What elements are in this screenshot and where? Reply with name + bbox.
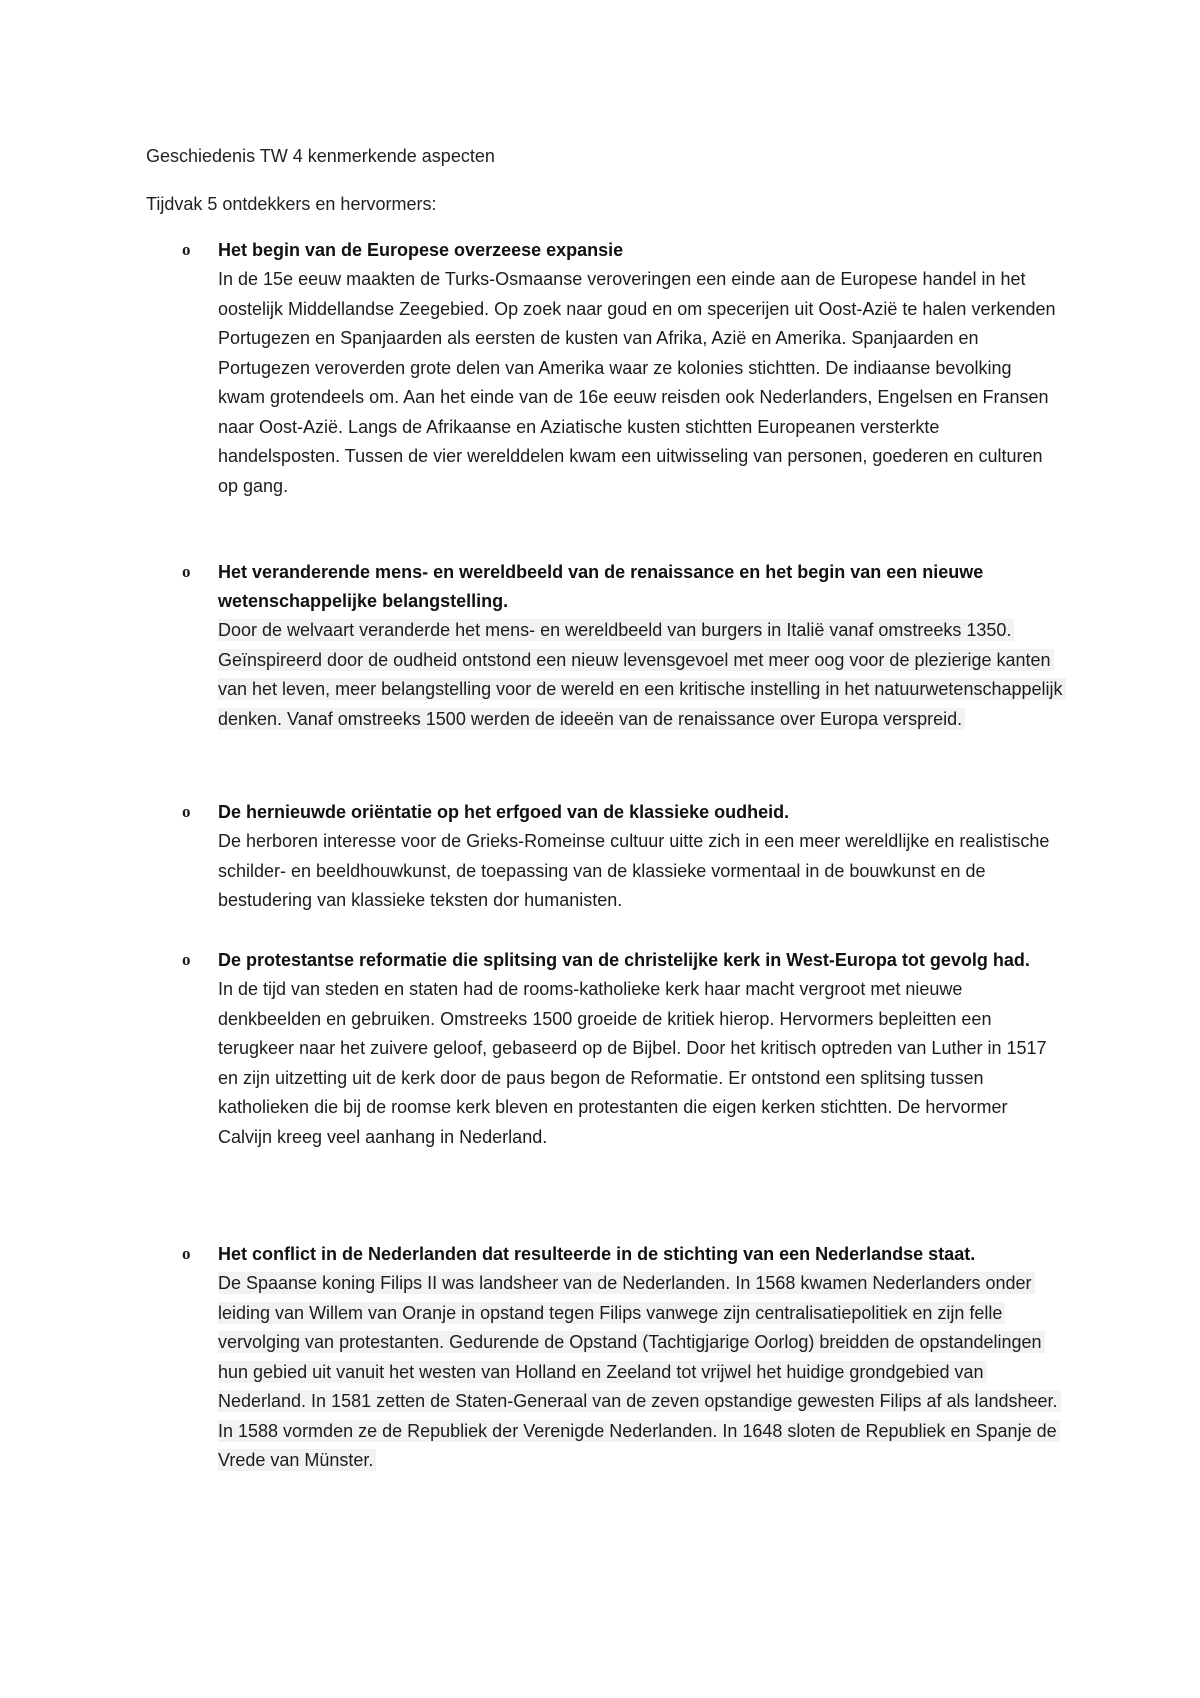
section-heading: Het veranderende mens- en wereldbeeld van de renaissance en het begin van een nieuwe wetenschappelijke belangstelling. bbox=[218, 562, 984, 611]
section-body bbox=[218, 558, 1063, 734]
bullet-marker: o bbox=[182, 562, 191, 581]
section-body bbox=[218, 946, 1063, 1152]
section-heading: De protestantse reformatie die splitsing van de christelijke kerk in West-Europa tot gevolg had. bbox=[218, 950, 1030, 970]
document-title: Geschiedenis TW 4 kenmerkende aspecten bbox=[146, 146, 495, 166]
document-subtitle: Tijdvak 5 ontdekkers en hervormers: bbox=[146, 194, 437, 214]
bullet-marker: o bbox=[182, 240, 191, 259]
bullet-marker: o bbox=[182, 802, 191, 821]
bullet-marker: o bbox=[182, 1244, 191, 1263]
section-text: In de tijd van steden en staten had de rooms-katholieke kerk haar macht vergroot met nieuwe denkbeelden en gebruiken. Omstreeks 1500 groeide de kritiek hierop. Hervormers bepleitten een terugkeer naar het zuivere geloof, gebaseerd op de Bijbel. Door het kritisch optreden van Luther in 1517 en zijn uitzetting uit de kerk door de paus begon de Reformatie. Er ontstond een splitsing tussen katholieken die bij de roomse kerk bleven en protestanten die eigen kerken stichtten. De hervormer Calvijn kreeg veel aanhang in Nederland. bbox=[218, 979, 1047, 1147]
section-heading: De hernieuwde oriëntatie op het erfgoed van de klassieke oudheid. bbox=[218, 802, 790, 822]
section-body bbox=[218, 236, 1063, 501]
section-text: Door de welvaart veranderde het mens- en wereldbeeld van burgers in Italië vanaf omstreeks 1350. Geïnspireerd door de oudheid ontstond een nieuw levensgevoel met meer oog voor de plezierige kanten van het leven, meer belangstelling voor de wereld en een kritische instelling in het natuurwetenschappelijk denken. Vanaf omstreeks 1500 werden de ideeën van de renaissance over Europa verspreid. bbox=[218, 619, 1066, 730]
section-body bbox=[218, 1240, 1063, 1476]
section-heading: Het conflict in de Nederlanden dat resulteerde in de stichting van een Nederlandse staat. bbox=[218, 1244, 976, 1264]
section-text: De Spaanse koning Filips II was landsheer van de Nederlanden. In 1568 kwamen Nederlanders onder leiding van Willem van Oranje in opstand tegen Filips vanwege zijn centralisatiepolitiek en zijn felle vervolging van protestanten. Gedurende de Opstand (Tachtigjarige Oorlog) breidden de opstandelingen hun gebied uit vanuit het westen van Holland en Zeeland tot vrijwel het huidige grondgebied van Nederland. In 1581 zetten de Staten-Generaal van de zeven opstandige gewesten Filips af als landsheer. In 1588 vormden ze de Republiek der Verenigde Nederlanden. In 1648 sloten de Republiek en Spanje de Vrede van Münster. bbox=[218, 1272, 1061, 1471]
section-text: In de 15e eeuw maakten de Turks-Osmaanse veroveringen een einde aan de Europese handel in het oostelijk Middellandse Zeegebied. Op zoek naar goud en om specerijen uit Oost-Azië te halen verkenden Portugezen en Spanjaarden als eersten de kusten van Afrika, Azië en Amerika. Spanjaarden en Portugezen veroverden grote delen van Amerika waar ze kolonies stichtten. De indiaanse bevolking kwam grotendeels om. Aan het einde van de 16e eeuw reisden ook Nederlanders, Engelsen en Fransen naar Oost-Azië. Langs de Afrikaanse en Aziatische kusten stichtten Europeanen versterkte handelsposten. Tussen de vier werelddelen kwam een uitwisseling van personen, goederen en culturen op gang. bbox=[218, 269, 1056, 496]
bullet-marker: o bbox=[182, 950, 191, 969]
section-body bbox=[218, 798, 1063, 916]
section-text: De herboren interesse voor de Grieks-Romeinse cultuur uitte zich in een meer wereldlijke en realistische schilder- en beeldhouwkunst, de toepassing van de klassieke vormentaal in de bouwkunst en de bestudering van klassieke teksten dor humanisten. bbox=[218, 831, 1050, 910]
section-heading: Het begin van de Europese overzeese expansie bbox=[218, 240, 624, 260]
